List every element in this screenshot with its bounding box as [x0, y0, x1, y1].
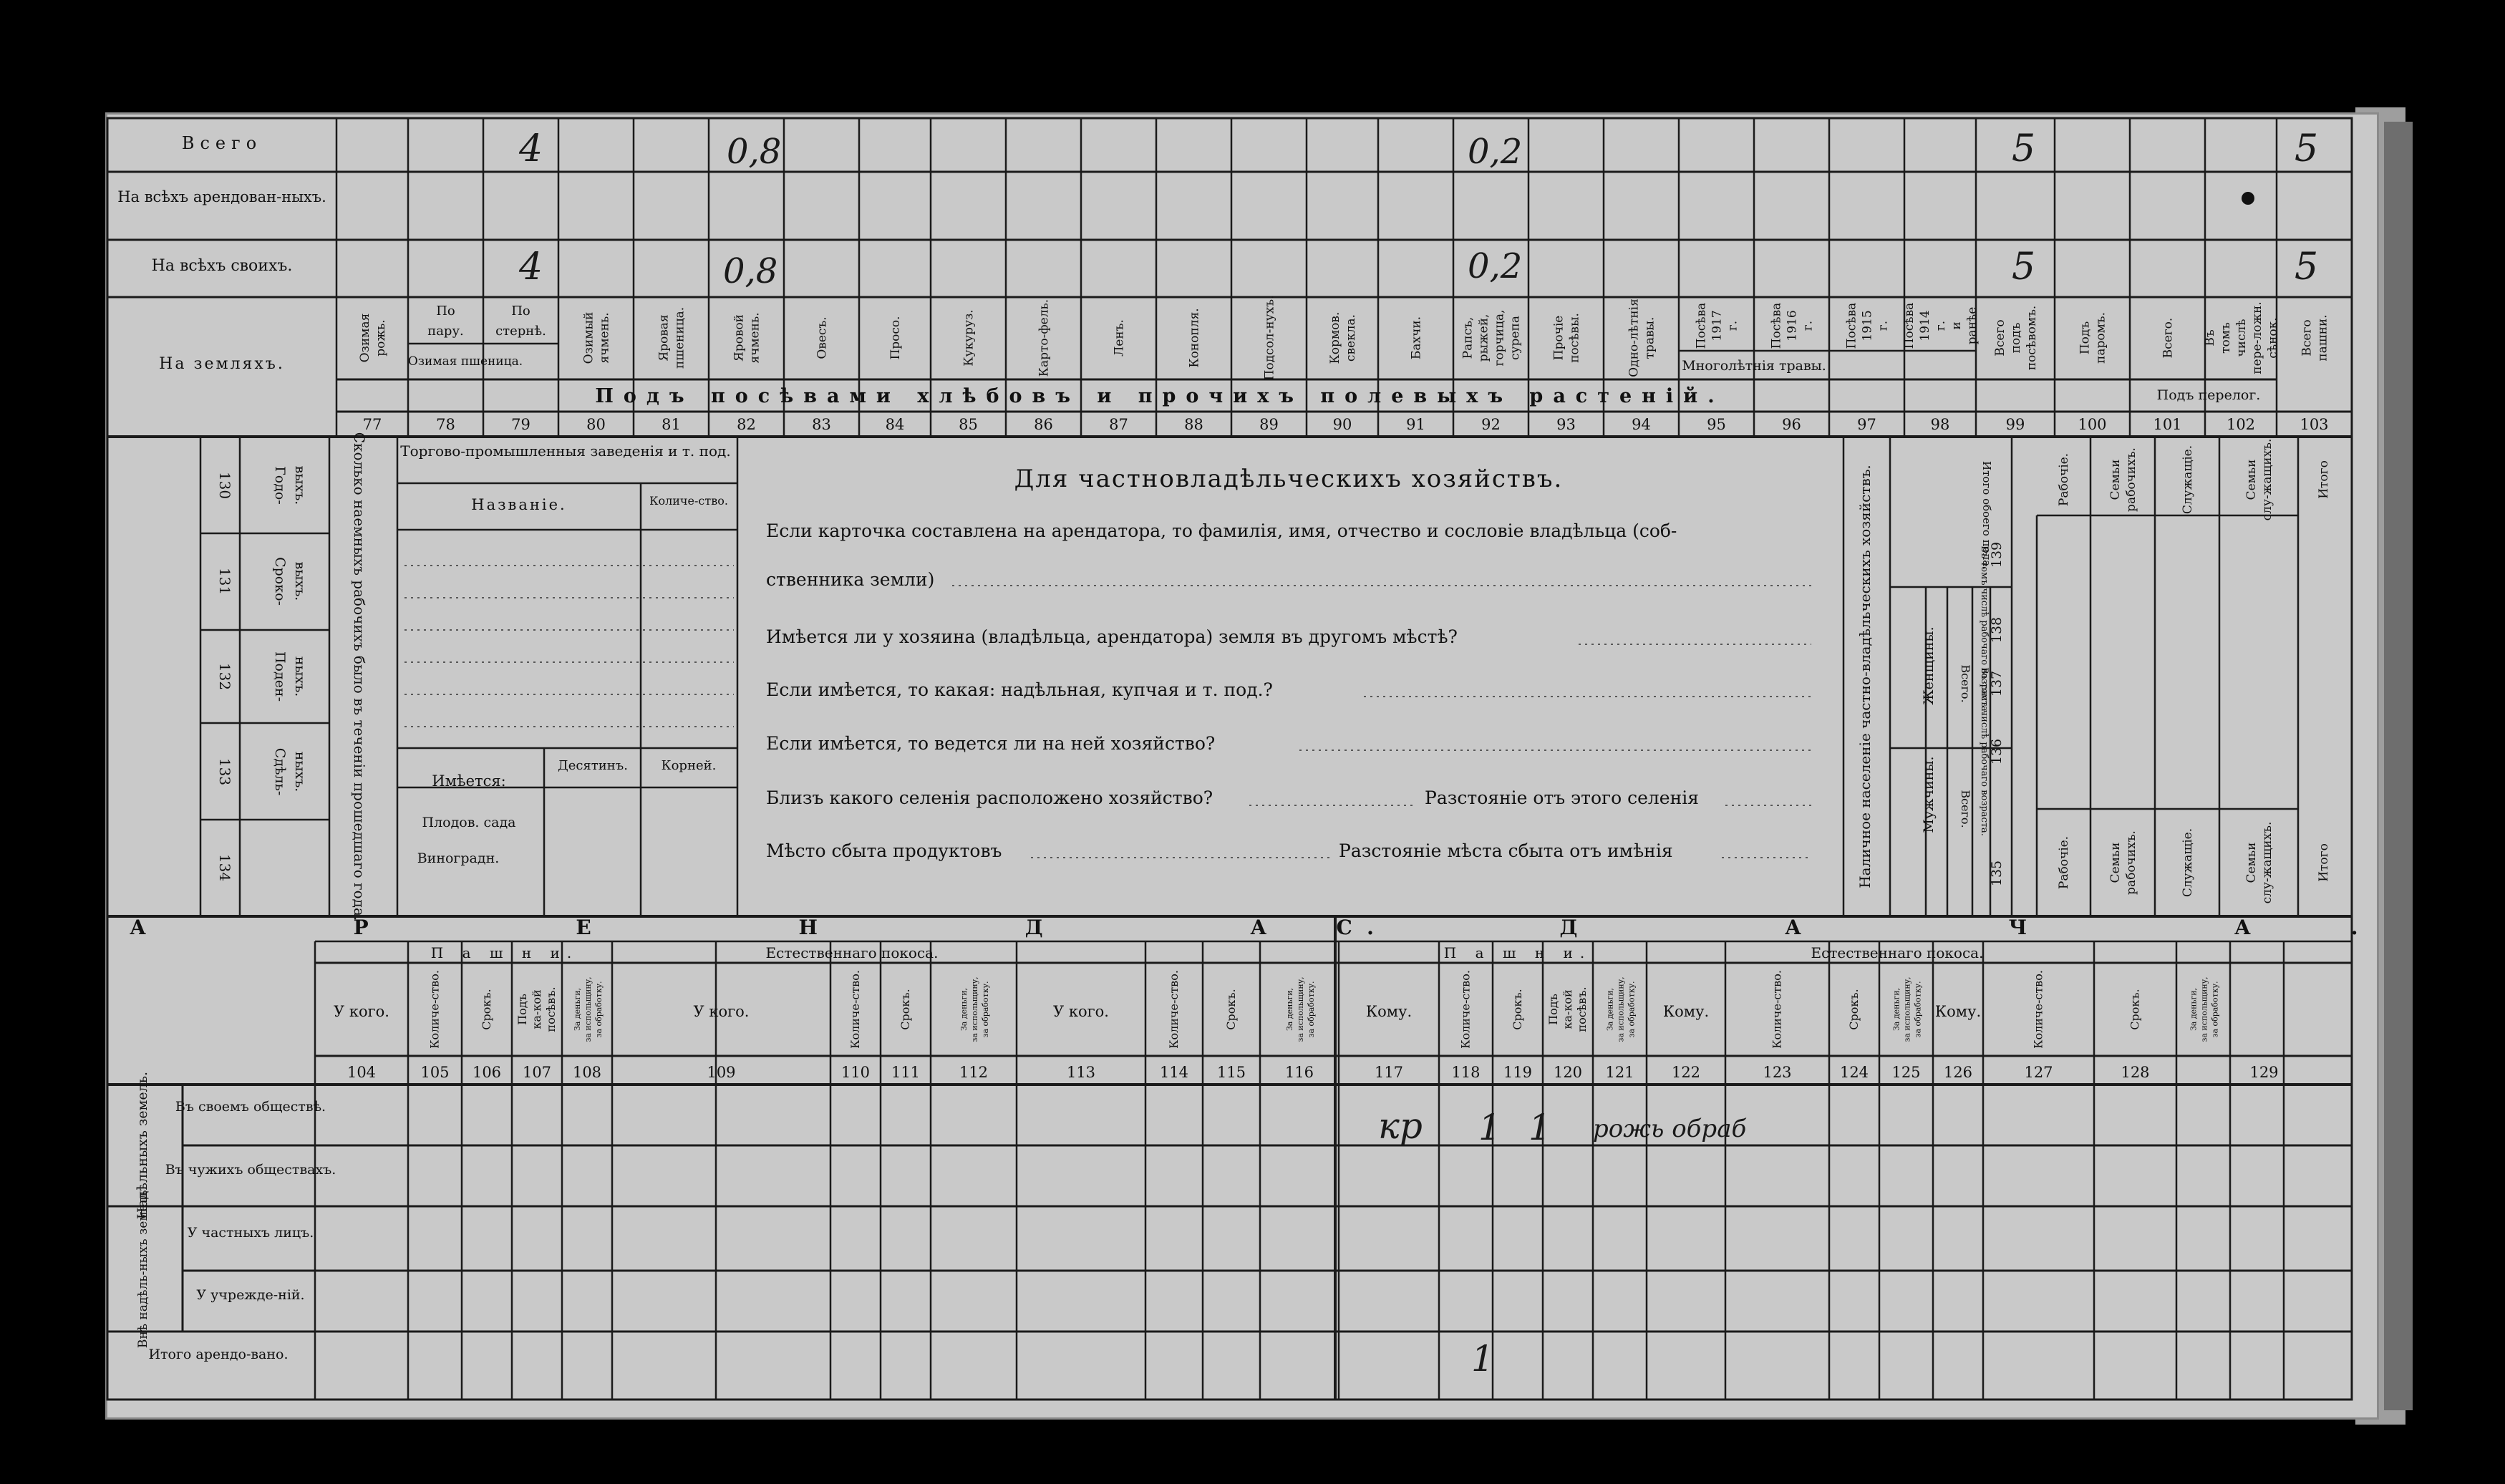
orchard-label: Имѣется:	[432, 772, 506, 790]
hired-workers-label: выхъ.	[292, 465, 308, 505]
bottom-header: Срокъ.	[1511, 989, 1524, 1030]
top-col-number: 83	[812, 416, 831, 433]
top-header-79: стернѣ.	[495, 324, 546, 339]
hired-workers-label: Сдѣль-	[272, 747, 288, 796]
bottom-header: за испольщину,	[583, 976, 593, 1042]
hw-own-103: 5	[2295, 246, 2319, 288]
bottom-col-number: 106	[472, 1064, 502, 1081]
bottom-col-number: 111	[891, 1064, 921, 1081]
top-header-95: г.	[1725, 320, 1740, 331]
top-header-103: пашни.	[2315, 314, 2330, 362]
bottom-col-number: 110	[840, 1064, 871, 1081]
bottom-col-number: 124	[1839, 1064, 1869, 1081]
trade-name-header: Названіе.	[471, 496, 567, 513]
top-col-number: 85	[959, 416, 978, 433]
private-line-1: Если карточка составлена на арендатора, то фамилія, имя, отчество и сословіе владѣльца (соб-	[766, 520, 1677, 541]
top-header-95: 1917	[1710, 310, 1725, 341]
bottom-col-number: 104	[347, 1064, 377, 1081]
top-header-89: Подсол-нухъ.	[1262, 295, 1277, 381]
top-header-92: горчица,	[1492, 309, 1507, 367]
top-header-88: Конопля.	[1187, 308, 1202, 368]
top-header-100: паромъ.	[2093, 311, 2108, 364]
bottom-header: Подъ	[1546, 994, 1560, 1025]
top-header-96: 1916	[1785, 310, 1800, 341]
top-header-81: Яровая	[656, 314, 672, 362]
bottom-col-number: 127	[2024, 1064, 2053, 1081]
lease-meadow-label: Естественнаго покоса.	[1811, 944, 1984, 961]
top-header-82: Яровой	[732, 314, 747, 362]
bottom-header: за испольщину,	[1902, 976, 1912, 1042]
hired-workers-number: 131	[216, 567, 233, 596]
hw-total-79: 4	[519, 127, 543, 170]
row-total-rented: Итого арендо-вано.	[148, 1347, 289, 1362]
top-column-headers	[358, 296, 2330, 381]
row-other-communities: Въ чужихъ обществахъ.	[165, 1162, 336, 1178]
rent-meadow-label: Естественнаго покоса.	[765, 944, 939, 961]
top-header-77: Озимая	[358, 313, 372, 363]
bottom-col-number: 116	[1284, 1064, 1314, 1081]
hired-workers-caption: Сколько наемныхъ рабочихъ было въ теченіи прошедшаго года.	[351, 432, 368, 921]
bottom-header: Срокъ.	[480, 989, 493, 1030]
top-header-86: Карто-фель.	[1037, 299, 1052, 377]
population-caption: Наличное населеніе частно-владѣльческихъ хозяйствъ.	[1856, 465, 1874, 888]
bottom-header: за испольщину,	[1296, 976, 1305, 1042]
hw-lease-qty: 1	[1478, 1107, 1501, 1148]
bottom-header: За деньги,	[573, 987, 582, 1032]
population-number: 138	[1989, 616, 2005, 644]
top-header-97: г.	[1876, 320, 1891, 331]
hired-workers-label: выхъ.	[292, 561, 308, 601]
bottom-header: У кого.	[1053, 1003, 1109, 1020]
top-header-102: сѣнок.	[2266, 317, 2280, 359]
top-header-98: и	[1949, 321, 1964, 330]
hired-workers-label: Сроко-	[272, 557, 288, 606]
winter-wheat-label: Озимая пшеница.	[407, 354, 523, 369]
top-col-number: 92	[1481, 416, 1501, 433]
top-col-number: 99	[2005, 416, 2025, 433]
bottom-col-number: 108	[572, 1064, 602, 1081]
hired-workers-number: 133	[216, 757, 233, 786]
bottom-col-number: 114	[1159, 1064, 1189, 1081]
top-header-98: Посѣва	[1902, 302, 1917, 349]
bottom-header: Количе-ство.	[2031, 970, 2045, 1049]
bottom-header: Срокъ.	[1224, 989, 1238, 1030]
bottom-col-number: 122	[1671, 1064, 1701, 1081]
bottom-col-number: 105	[420, 1064, 450, 1081]
bottom-header: Срокъ.	[2128, 989, 2142, 1030]
private-line-5: Если имѣется, то ведется ли на ней хозяйство?	[766, 733, 1216, 754]
dotted-rows	[404, 566, 1811, 858]
top-header-97: Посѣва	[1844, 302, 1859, 349]
population-men-total: Всего.	[1959, 790, 1972, 828]
hw-lease-pay: рожь обраб	[1593, 1115, 1747, 1143]
private-line-6a: Близъ какого селенія расположено хозяйство?	[766, 787, 1213, 808]
top-header-95: Посѣва	[1694, 302, 1709, 349]
bottom-header: за обработку.	[1627, 981, 1637, 1038]
fallow-label: Подъ перелог.	[2156, 387, 2261, 403]
top-col-number: 86	[1034, 416, 1053, 433]
top-col-number: 91	[1406, 416, 1425, 433]
bottom-header: Кому.	[1365, 1003, 1413, 1020]
hw-total-99: 5	[2012, 127, 2036, 170]
private-line-7a: Мѣсто сбыта продуктовъ	[766, 840, 1002, 861]
bottom-header: за обработку.	[1913, 981, 1923, 1038]
top-col-number: 89	[1259, 416, 1279, 433]
right-col-header: слу-жащихъ.	[2260, 438, 2274, 521]
bottom-header: За деньги,	[1285, 987, 1294, 1032]
bottom-header: за обработку.	[981, 981, 990, 1038]
bottom-col-number: 121	[1605, 1064, 1634, 1081]
bottom-col-number: 119	[1503, 1064, 1533, 1081]
bottom-header: Кому.	[1662, 1003, 1710, 1020]
top-col-number: 79	[511, 416, 530, 433]
right-col-header: Служащіе.	[2181, 445, 2195, 515]
top-col-number: 87	[1109, 416, 1128, 433]
right-col-header: Рабочіе.	[2057, 452, 2071, 507]
bottom-header: Кому.	[1934, 1003, 1982, 1020]
hw-own-82: 0,8	[723, 251, 778, 291]
row-label-lands: На земляхъ.	[159, 355, 285, 373]
orchard-col-roots: Корней.	[661, 758, 717, 773]
row-own-community: Въ своемъ обществѣ.	[175, 1099, 326, 1115]
bottom-header: за испольщину,	[970, 976, 979, 1042]
trade-title: Торгово-промышленныя заведенія и т. под.	[400, 442, 731, 460]
top-header-96: Посѣва	[1769, 302, 1784, 349]
top-header-100: Подъ	[2078, 321, 2093, 355]
hw-total-qty: 1	[1471, 1338, 1494, 1379]
right-columns	[2057, 439, 2331, 904]
population-number: 139	[1989, 541, 2005, 568]
top-header-99: Всего	[1993, 319, 2007, 357]
top-header-85: Кукуруз.	[961, 309, 977, 367]
rent-title: А Р Е Н Д А.	[130, 916, 1474, 939]
top-header-92: сурепа	[1508, 316, 1523, 360]
hired-workers-label: ныхъ.	[292, 656, 308, 697]
hw-own-79: 4	[519, 246, 543, 288]
top-header-82: ячмень.	[747, 312, 762, 364]
top-header-96: г.	[1801, 320, 1816, 331]
bottom-header: Количе-ство.	[1458, 970, 1473, 1049]
population-number: 136	[1989, 738, 2005, 765]
group-allotment: Надѣльныхъ земель.	[135, 1071, 150, 1220]
right-col-header: рабочихъ.	[2124, 447, 2138, 512]
right-col-header: Семьи	[2108, 459, 2123, 500]
right-col-footer: Семьи	[2108, 842, 2123, 883]
bottom-header: ка-кой	[1561, 989, 1574, 1029]
top-col-number: 82	[737, 416, 756, 433]
top-header-102: томъ	[2219, 322, 2233, 354]
bottom-header: За деньги,	[959, 987, 969, 1032]
bottom-header: У кого.	[334, 1003, 389, 1020]
top-header-98: 1914	[1918, 310, 1932, 341]
right-col-header: Итого	[2317, 460, 2331, 499]
top-col-number: 95	[1707, 416, 1726, 433]
bottom-header: за испольщину,	[2199, 976, 2209, 1042]
private-title: Для частновладѣльческихъ хозяйствъ.	[1014, 465, 1564, 493]
bottom-header: за испольщину,	[1616, 976, 1626, 1042]
bottom-col-number: 115	[1216, 1064, 1246, 1081]
orchard-row-garden: Плодов. сада	[422, 815, 516, 830]
top-header-93: Прочіе	[1551, 315, 1566, 361]
top-header-90: свекла.	[1344, 314, 1358, 362]
top-header-93: посѣвы.	[1567, 313, 1582, 363]
bottom-header: посѣвъ.	[544, 986, 558, 1032]
hw-lease-term: 1	[1528, 1107, 1551, 1148]
population-women-total: Всего.	[1959, 664, 1972, 703]
top-header-91: Бахчи.	[1409, 316, 1424, 360]
lease-plow-label: П а ш н и.	[1443, 944, 1592, 961]
top-col-number: 80	[586, 416, 606, 433]
top-header-77: рожь.	[374, 319, 388, 357]
bottom-col-number: 118	[1451, 1064, 1481, 1081]
lease-title: С Д А Ч А.	[1336, 916, 2458, 939]
top-header-99: подъ	[2009, 322, 2023, 354]
population-women: Женщины.	[1921, 626, 1937, 705]
bottom-header: Количе-ство.	[1770, 970, 1784, 1049]
population-men-workers: Въ томъ числѣ рабочаго возраста.	[1979, 667, 1990, 836]
top-col-number: 100	[2078, 416, 2107, 433]
hired-workers-number: 130	[216, 471, 233, 500]
population-number: 137	[1989, 670, 2005, 697]
top-col-number: 84	[885, 416, 905, 433]
perennial-label: Многолѣтнія травы.	[1682, 358, 1826, 374]
bottom-header: посѣвъ.	[1575, 986, 1589, 1032]
top-header-94: травы.	[1642, 316, 1657, 359]
top-header-101: Всего.	[2161, 317, 2176, 359]
top-header-98: г.	[1934, 320, 1948, 331]
trade-qty-header: Количе-ство.	[649, 494, 728, 508]
top-header-78: пару.	[427, 324, 464, 339]
bottom-column-numbers	[347, 1064, 2279, 1081]
bottom-header: Срокъ.	[1847, 989, 1861, 1030]
top-header-80: Озимый	[581, 311, 596, 364]
top-column-numbers	[363, 416, 2329, 433]
bottom-header: У кого.	[693, 1003, 750, 1020]
hired-workers-number: 134	[216, 853, 233, 882]
bottom-header: за обработку.	[2210, 981, 2220, 1038]
bottom-col-number: 107	[522, 1064, 552, 1081]
bottom-header: Срокъ.	[898, 989, 912, 1030]
bottom-header: За деньги,	[1891, 987, 1901, 1032]
orchard-col-desyatin: Десятинъ.	[558, 758, 628, 773]
hired-workers-number: 132	[216, 662, 233, 691]
bottom-header: Количе-ство.	[1167, 970, 1181, 1049]
population-number: 135	[1989, 860, 2005, 887]
top-header-81: пшеница.	[672, 306, 687, 369]
bottom-header: Подъ	[515, 994, 529, 1025]
hired-workers-label: Годо-	[272, 466, 288, 505]
top-header-103: Всего	[2300, 319, 2315, 357]
top-col-number: 102	[2226, 416, 2256, 433]
private-line-7b: Разстояніе мѣста сбыта отъ имѣнія	[1339, 840, 1673, 861]
bottom-col-number: 117	[1374, 1064, 1404, 1081]
hw-own-99: 5	[2012, 246, 2036, 288]
top-header-97: 1915	[1860, 310, 1875, 341]
bottom-header: Количе-ство.	[848, 970, 862, 1049]
top-header-99: посѣвомъ.	[2025, 305, 2039, 371]
top-col-number: 101	[2153, 416, 2182, 433]
right-col-footer: Итого	[2317, 843, 2331, 882]
right-col-footer: рабочихъ.	[2124, 830, 2138, 895]
right-col-header: Семьи	[2244, 459, 2259, 500]
top-col-number: 103	[2300, 416, 2329, 433]
bottom-col-number: 120	[1553, 1064, 1583, 1081]
bottom-col-number: 125	[1891, 1064, 1921, 1081]
group-non-allotment: Внѣ надѣль-ныхъ земель.	[136, 1185, 150, 1349]
hw-own-92: 0,2	[1468, 246, 1523, 286]
bottom-header: за обработку.	[594, 981, 604, 1038]
bottom-col-number: 128	[2121, 1064, 2150, 1081]
handwritten-top	[518, 127, 2318, 291]
rent-plow-label: П а ш н и.	[430, 944, 579, 961]
bottom-header: Количе-ство.	[427, 970, 442, 1049]
top-col-number: 88	[1184, 416, 1203, 433]
private-line-6b: Разстояніе отъ этого селенія	[1425, 787, 1700, 808]
hw-total-92: 0,2	[1468, 132, 1523, 172]
ink-dot	[2242, 192, 2254, 205]
population-numbers	[1989, 542, 2005, 886]
bottom-column-headers	[334, 970, 2219, 1049]
hired-workers-label: ныхъ.	[292, 751, 308, 792]
top-col-number: 78	[436, 416, 455, 433]
private-line-2: ственника земли)	[766, 569, 935, 590]
row-label-own: На всѣхъ своихъ.	[151, 257, 293, 275]
bottom-col-number: 109	[707, 1064, 736, 1081]
top-col-number: 97	[1857, 416, 1876, 433]
sown-banner: Подъ посѣвами хлѣбовъ и прочихъ полевыхъ растеній.	[595, 385, 1725, 407]
top-header-80: ячмень.	[597, 312, 612, 364]
top-header-83: Овесъ.	[815, 316, 830, 359]
top-header-102: пере-ложн.	[2250, 301, 2264, 374]
orchard-row-vineyard: Виноградн.	[417, 850, 500, 866]
hw-total-82: 0,8	[727, 132, 782, 172]
hw-lease-komu: кр	[1378, 1105, 1423, 1147]
top-col-number: 98	[1930, 416, 1950, 433]
top-header-84: Просо.	[888, 316, 903, 360]
top-header-79: По	[511, 304, 530, 319]
bottom-col-number: 113	[1066, 1064, 1096, 1081]
bottom-header: За деньги,	[2189, 987, 2199, 1032]
top-col-number: 94	[1632, 416, 1651, 433]
top-col-number: 90	[1332, 416, 1352, 433]
top-header-92: рыжей,	[1476, 314, 1491, 362]
private-line-3: Имѣется ли у хозяина (владѣльца, арендатора) земля въ другомъ мѣстѣ?	[766, 626, 1458, 647]
top-col-number: 81	[662, 416, 681, 433]
top-header-102: числѣ	[2234, 319, 2249, 357]
population-both-total: Итого обоего пола.	[1980, 461, 1993, 570]
top-header-94: Одно-лѣтнія	[1627, 299, 1642, 377]
row-private-persons: У частныхъ лицъ.	[187, 1225, 314, 1241]
top-header-87: Ленъ.	[1112, 319, 1127, 357]
bottom-col-number: 123	[1763, 1064, 1792, 1081]
right-col-footer: слу-жащихъ.	[2260, 821, 2274, 904]
bottom-col-number: 112	[959, 1064, 989, 1081]
bottom-col-number: 126	[1943, 1064, 1973, 1081]
bottom-header: За деньги,	[1605, 987, 1615, 1032]
right-col-footer: Семьи	[2244, 842, 2259, 883]
right-col-footer: Рабочіе.	[2057, 835, 2071, 890]
bottom-header: ка-кой	[530, 989, 543, 1029]
hw-total-103: 5	[2295, 127, 2319, 170]
row-label-total: Всего	[181, 133, 263, 153]
top-col-number: 77	[362, 416, 382, 433]
top-header-98: ранѣе	[1965, 306, 1980, 345]
top-header-78: По	[436, 304, 455, 319]
population-men: Мужчины.	[1921, 756, 1937, 833]
top-header-102: Въ	[2203, 329, 2217, 346]
top-header-90: Кормов.	[1328, 311, 1342, 364]
bottom-grid	[315, 916, 2352, 1400]
top-col-number: 93	[1556, 416, 1576, 433]
population-women-workers: Въ томъ числѣ рабочаго возраста.	[1979, 545, 1990, 714]
top-header-92: Рапсъ,	[1460, 316, 1476, 359]
row-institutions: У учрежде-ній.	[196, 1287, 305, 1303]
top-col-number: 96	[1782, 416, 1801, 433]
hired-workers-label: Поден-	[272, 651, 288, 702]
private-line-4: Если имѣется, то какая: надѣльная, купчая и т. под.?	[766, 679, 1273, 700]
bottom-header: за обработку.	[1307, 981, 1316, 1038]
row-label-rented: На всѣхъ арендован-ныхъ.	[117, 188, 326, 205]
bottom-col-number: 129	[2249, 1064, 2279, 1081]
right-col-footer: Служащіе.	[2181, 828, 2195, 898]
